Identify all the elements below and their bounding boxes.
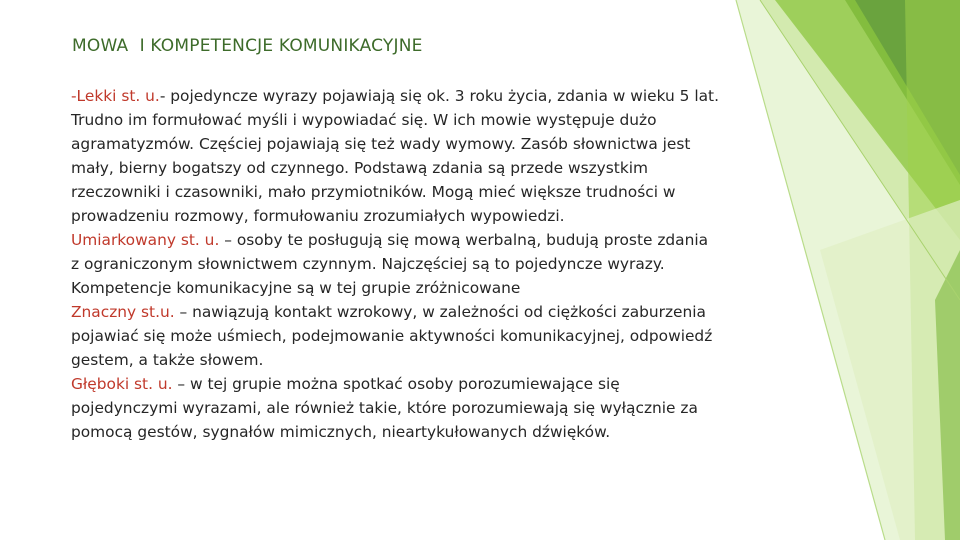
section-lekki	[71, 84, 721, 228]
slide-title: MOWA I KOMPETENCJE KOMUNIKACYJNE	[72, 36, 423, 56]
section-text: – w tej grupie można spotkać osoby porozumiewające się pojedynczymi wyrazami, ale również takie, które porozumiewają się wyłącznie za pomocą gestów, sygnałów mimicznych, nieartykułowanych dźwięków.	[71, 375, 698, 441]
section-text: – nawiązują kontakt wzrokowy, w zależności od ciężkości zaburzenia pojawiać się może uśmiech, podejmowanie aktywności komunikacyjnej, odpowiedź gestem, a także słowem.	[71, 303, 713, 369]
slide-body	[71, 84, 721, 444]
section-label: Umiarkowany st. u.	[71, 231, 220, 249]
section-text: – osoby te posługują się mową werbalną, budują proste zdania z ograniczonym słownictwem czynnym. Najczęściej są to pojedyncze wyrazy. Kompetencje komunikacyjne są w tej grupie zróżnicowane	[71, 231, 709, 297]
section-znaczny	[71, 300, 721, 372]
section-label: Głęboki st. u.	[71, 375, 173, 393]
section-umiarkowany	[71, 228, 721, 300]
section-gleboki	[71, 372, 721, 444]
section-label: Znaczny st.u.	[71, 303, 175, 321]
section-label: -Lekki st. u.	[71, 87, 160, 105]
section-text: - pojedyncze wyrazy pojawiają się ok. 3 roku życia, zdania w wieku 5 lat. Trudno im formułować myśli i wypowiadać się. W ich mowie występuje dużo agramatyzmów. Częściej pojawiają się też wady wymowy. Zasób słownictwa jest mały, bierny bogatszy od czynnego. Podstawą zdania są przede wszystkim rzeczowniki i czasowniki, mało przymiotników. Mogą mieć większe trudności w prowadzeniu rozmowy, formułowaniu zrozumiałych wypowiedzi.	[71, 87, 719, 225]
